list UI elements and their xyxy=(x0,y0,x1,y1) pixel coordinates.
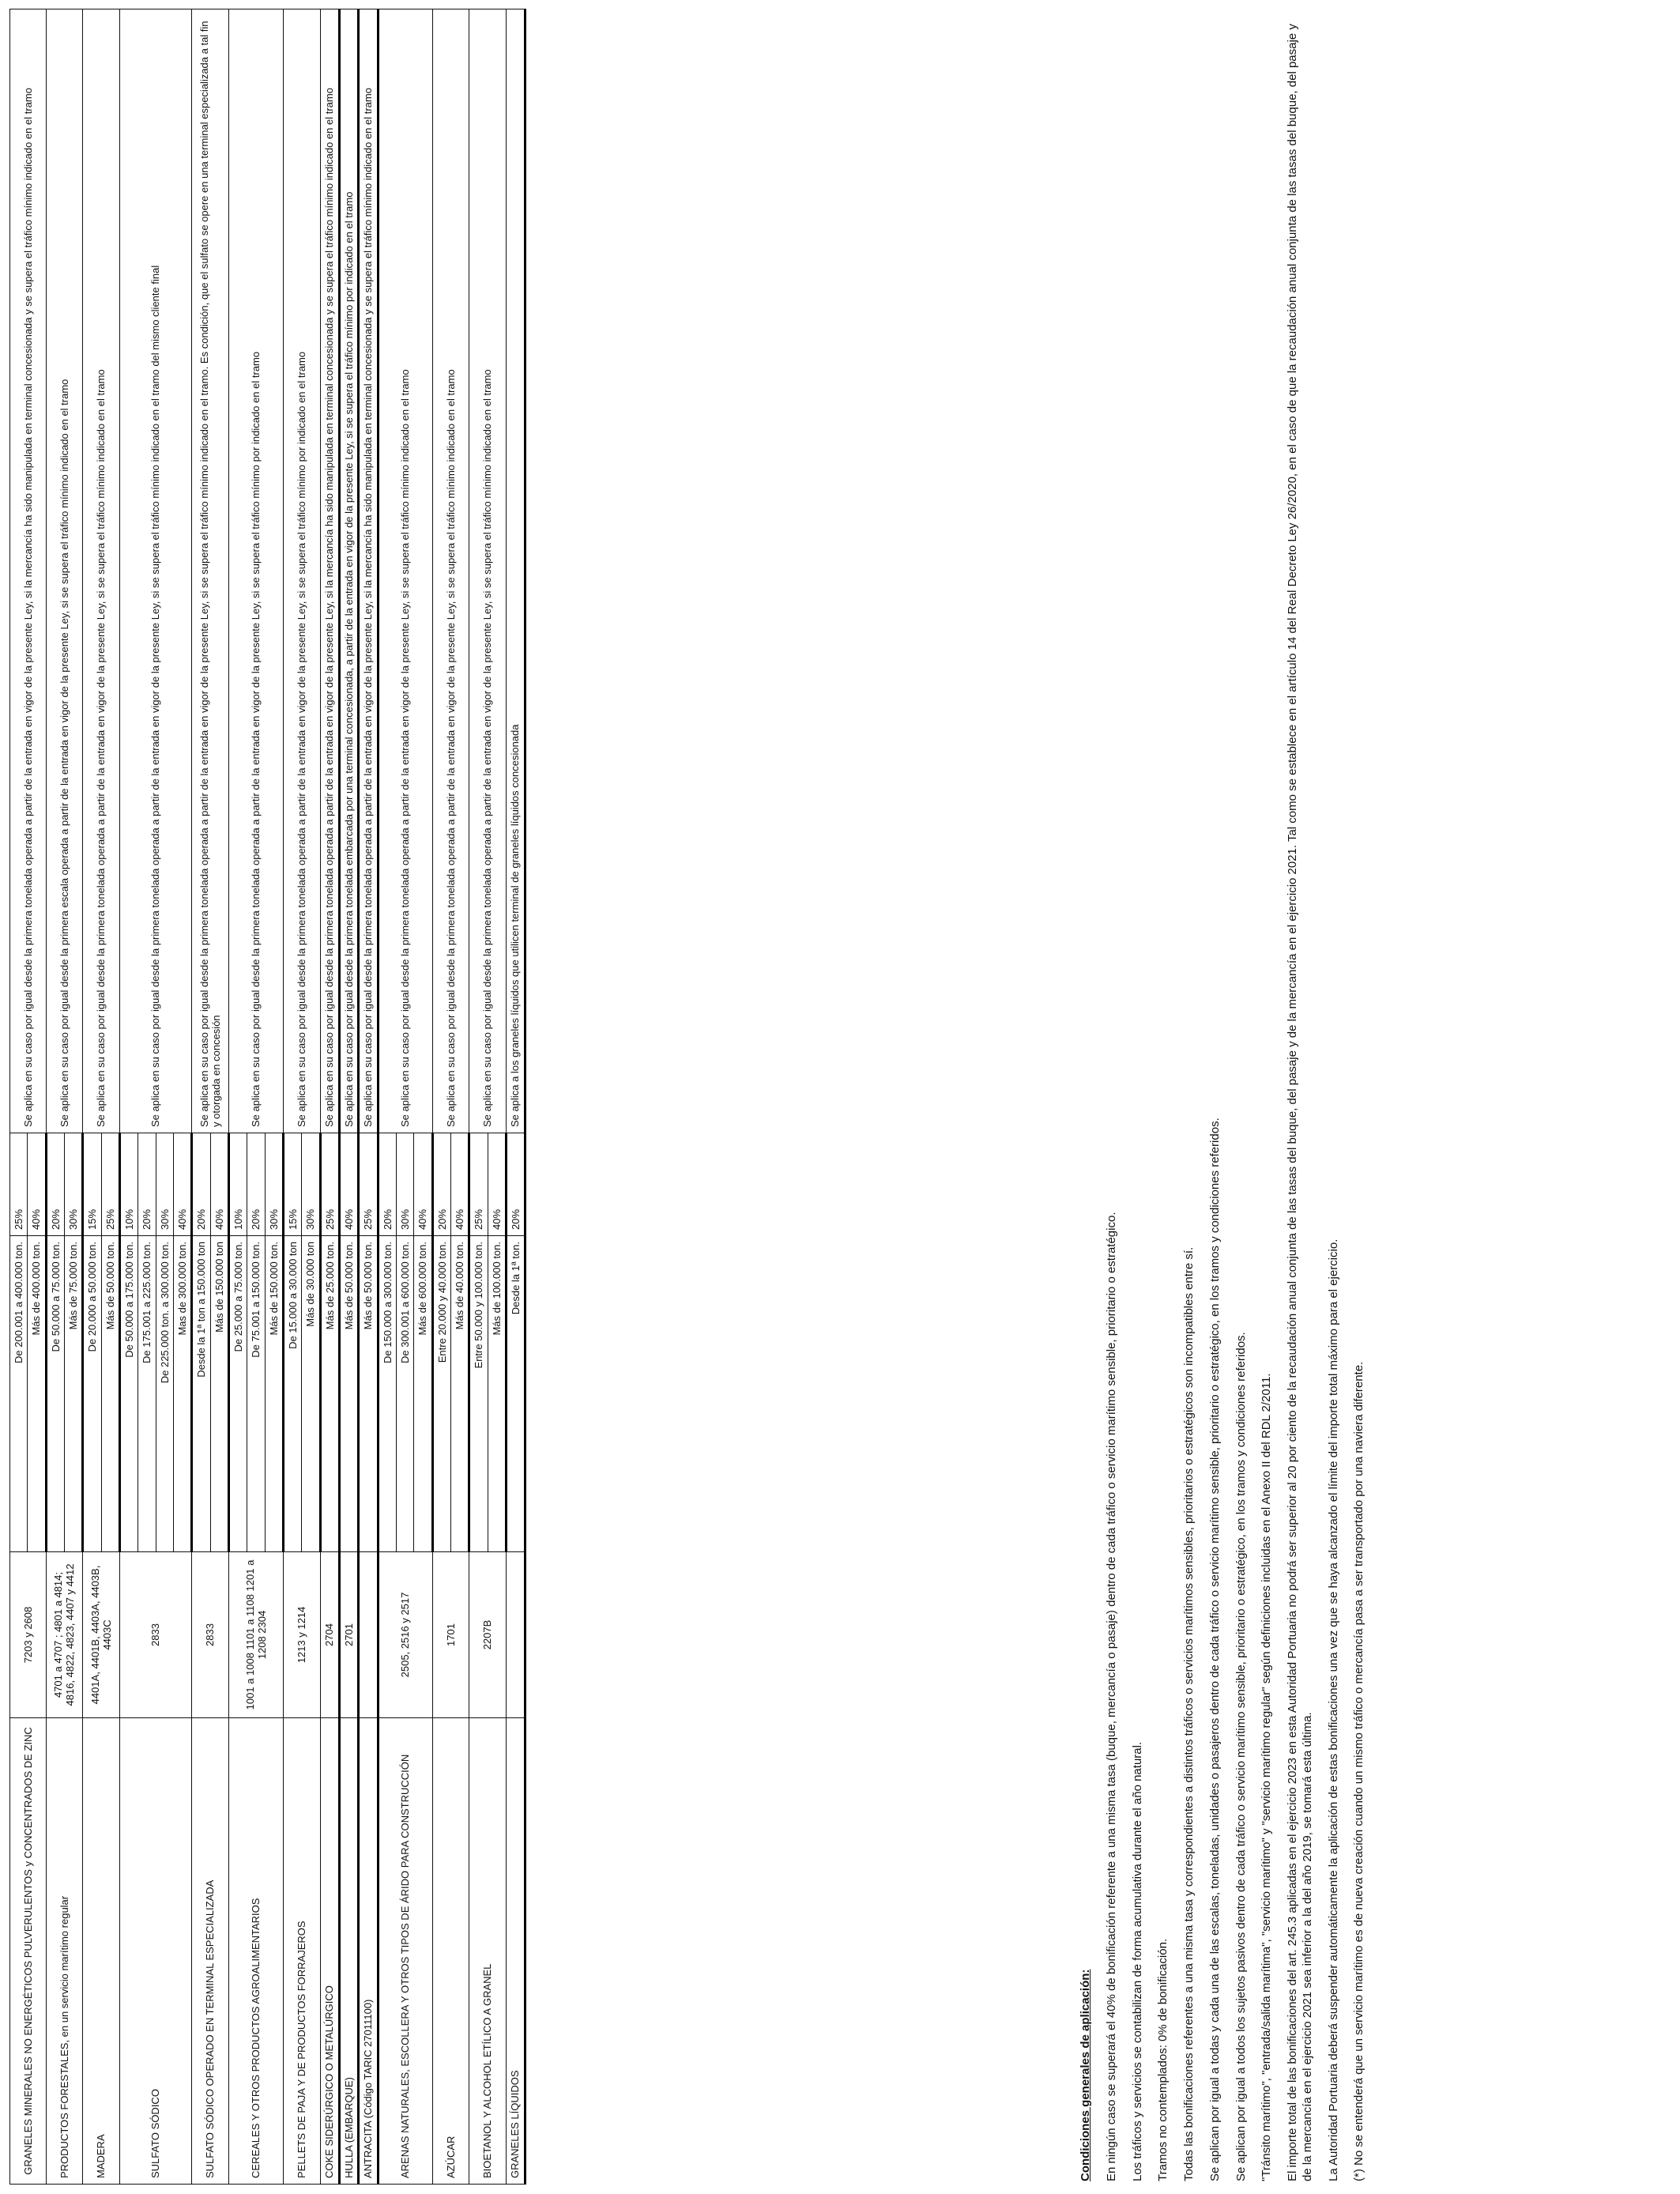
range-cell: De 175.001 a 225.000 ton. xyxy=(138,1236,156,1552)
condition-cell: Se aplica a los graneles líquidos que utilicen terminal de graneles líquidos concesionada xyxy=(506,9,525,1133)
table-row xyxy=(359,9,378,2185)
range-cell: Desde la 1ª ton. xyxy=(506,1236,525,1552)
percentage-cell: 40% xyxy=(339,1133,358,1236)
product-cell: SULFATO SÓDICO xyxy=(119,1718,191,2185)
percentage-cell: 30% xyxy=(156,1133,173,1236)
range-cell: Más de 40.000 ton. xyxy=(450,1236,469,1552)
range-cell: Desde la 1ª ton a 150.000 ton xyxy=(192,1236,210,1552)
condition-paragraph: Se aplican por igual a todos los sujetos pasivos dentro de cada tráfico o servicio marítimo sensible, prioritario o estratégico, en los tramos y condiciones referidos. xyxy=(1234,1332,1248,2181)
code-cell: 1213 y 1214 xyxy=(283,1552,320,1718)
percentage-cell: 40% xyxy=(28,1133,46,1236)
percentage-cell: 20% xyxy=(432,1133,450,1236)
product-cell: AZÚCAR xyxy=(432,1718,469,2185)
percentage-cell: 40% xyxy=(450,1133,469,1236)
product-cell: ANTRACITA (Código TARIC 27011100) xyxy=(359,1718,378,2185)
condition-paragraph: Los tráficos y servicios se contabilizan de forma acumulativa durante el año natural. xyxy=(1130,1741,1144,2181)
condition-paragraph: En ningún caso se superará el 40% de bonificación referente a una misma tasa (buque, mercancía o pasaje) dentro de cada tráfico o servicio marítimo sensible, prioritario o estratégico. xyxy=(1104,1212,1118,2181)
code-cell: 4401A, 4401B, 4403A, 4403B, 4403C xyxy=(83,1552,120,1718)
range-cell: Más de 150.000 ton xyxy=(210,1236,228,1552)
product-cell: GRANELES LÍQUIDOS xyxy=(506,1718,525,2185)
percentage-cell: 25% xyxy=(320,1133,339,1236)
condition-cell: Se aplica en su caso por igual desde la primera tonelada operada a partir de la entrada en vigor de la presente Ley, si se supera el tráfico mínimo indicado en el tramo xyxy=(83,9,120,1133)
condition-cell: Se aplica en su caso por igual desde la primera tonelada operada a partir de la entrada en vigor de la presente Ley, si se supera el tráfico mínimo indicado en el tramo xyxy=(378,9,432,1133)
table-row xyxy=(228,9,247,2185)
condition-cell: Se aplica en su caso por igual desde la primera tonelada operada a partir de la entrada en vigor de la presente Ley, si la mercancía ha sido manipulada en terminal concesionada y se supera el tráfico mínimo indicado en el tramo xyxy=(10,9,47,1133)
percentage-cell: 20% xyxy=(247,1133,265,1236)
range-cell: De 50.000 a 75.000 ton. xyxy=(46,1236,64,1552)
conditions-title: Condiciones generales de aplicación: xyxy=(1079,1969,1092,2181)
condition-paragraph: (*) No se entenderá que un servicio marítimo es de nueva creación cuando un mismo tráfico o mercancía pasa a ser transportado por una naviera diferente. xyxy=(1352,1361,1366,2181)
product-cell: HULLA (EMBARQUE) xyxy=(339,1718,358,2185)
code-cell xyxy=(506,1552,525,1718)
code-cell: 7203 y 2608 xyxy=(10,1552,47,1718)
range-cell: De 200.001 a 400.000 ton. xyxy=(10,1236,28,1552)
percentage-cell: 25% xyxy=(469,1133,488,1236)
table-row xyxy=(119,9,137,2185)
range-cell: De 75.001 a 150.000 ton. xyxy=(247,1236,265,1552)
condition-cell: Se aplica en su caso por igual desde la primera tonelada operada a partir de la entrada en vigor de la presente Ley, si se supera el tráfico mínimo por indicado en el tramo xyxy=(283,9,320,1133)
table-row xyxy=(506,9,525,2185)
code-cell: 4701 a 4707 ; 4801 a 4814; 4816, 4822, 4823, 4407 y 4412 xyxy=(46,1552,83,1718)
percentage-cell: 20% xyxy=(378,1133,396,1236)
percentage-cell: 10% xyxy=(228,1133,247,1236)
code-cell: 1001 a 1008 1101 a 1108 1201 a 1208 2304 xyxy=(228,1552,283,1718)
code-cell: 1701 xyxy=(432,1552,469,1718)
table-row xyxy=(283,9,301,2185)
product-cell: CEREALES Y OTROS PRODUCTOS AGROALIMENTARIOS xyxy=(228,1718,283,2185)
range-cell: De 150.000 a 300.000 ton. xyxy=(378,1236,396,1552)
code-cell: 2833 xyxy=(192,1552,229,1718)
percentage-cell: 30% xyxy=(396,1133,413,1236)
percentage-cell: 10% xyxy=(119,1133,137,1236)
range-cell: Más de 150.000 ton. xyxy=(265,1236,283,1552)
percentage-cell: 15% xyxy=(283,1133,301,1236)
code-cell: 2701 xyxy=(339,1552,358,1718)
table-row xyxy=(378,9,396,2185)
bonus-table-wrapper xyxy=(9,9,1068,2185)
condition-cell: Se aplica en su caso por igual desde la primera tonelada operada a partir de la entrada en vigor de la presente Ley, si se supera el tráfico mínimo indicado en el tramo del mismo cliente final xyxy=(119,9,191,1133)
percentage-cell: 40% xyxy=(210,1133,228,1236)
table-row xyxy=(10,9,28,2185)
range-cell: Más de 50.000 ton. xyxy=(359,1236,378,1552)
range-cell: Más de 400.000 ton. xyxy=(28,1236,46,1552)
code-cell xyxy=(359,1552,378,1718)
condition-cell: Se aplica en su caso por igual desde la primera tonelada operada a partir de la entrada en vigor de la presente Ley, si se supera el tráfico mínimo indicado en el tramo xyxy=(469,9,507,1133)
product-cell: BIOETANOL Y ALCOHOL ETÍLICO A GRANEL xyxy=(469,1718,507,2185)
condition-paragraph: La Autoridad Portuaria deberá suspender automáticamente la aplicación de estas bonificaciones una vez que se haya alcanzado el límite del importe total máximo para el ejercicio. xyxy=(1326,1238,1340,2181)
bonus-table xyxy=(9,9,526,2185)
percentage-cell: 30% xyxy=(302,1133,320,1236)
condition-cell: Se aplica en su caso por igual desde la primera tonelada operada a partir de la entrada en vigor de la presente Ley, si se supera el tráfico mínimo por indicado en el tramo xyxy=(228,9,283,1133)
percentage-cell: 20% xyxy=(192,1133,210,1236)
condition-paragraph: Todas las bonificaciones referentes a una misma tasa y correspondientes a distintos tráficos o servicios marítimos sensibles, prioritarios o estratégicos son incompatibles entre sí. xyxy=(1182,1246,1196,2181)
condition-cell: Se aplica en su caso por igual desde la primera tonelada operada a partir de la entrada en vigor de la presente Ley, si la mercancía ha sido manipulada en terminal concesionada y se supera el tráfico mínimo indicado en el tramo xyxy=(320,9,339,1133)
code-cell: 2833 xyxy=(119,1552,191,1718)
product-cell: ARENAS NATURALES, ESCOLLERA Y OTROS TIPOS DE ÁRIDO PARA CONSTRUCCIÓN xyxy=(378,1718,432,2185)
condition-cell: Se aplica en su caso por igual desde la primera tonelada operada a partir de la entrada en vigor de la presente Ley, si la mercancía ha sido manipulada en terminal concesionada y se supera el tráfico mínimo indicado en el tramo xyxy=(359,9,378,1133)
range-cell: Más de 25.000 ton. xyxy=(320,1236,339,1552)
table-row xyxy=(83,9,101,2185)
percentage-cell: 20% xyxy=(506,1133,525,1236)
range-cell: Entre 20.000 y 40.000 ton. xyxy=(432,1236,450,1552)
percentage-cell: 15% xyxy=(83,1133,101,1236)
percentage-cell: 30% xyxy=(265,1133,283,1236)
percentage-cell: 40% xyxy=(173,1133,191,1236)
range-cell: De 225.000 ton. a 300.000 ton. xyxy=(156,1236,173,1552)
range-cell: De 15.000 a 30.000 ton xyxy=(283,1236,301,1552)
code-cell: 2207B xyxy=(469,1552,507,1718)
range-cell: Más de 100.000 ton. xyxy=(488,1236,506,1552)
range-cell: Más de 50.000 ton. xyxy=(339,1236,358,1552)
product-cell: MADERA xyxy=(83,1718,120,2185)
percentage-cell: 25% xyxy=(101,1133,119,1236)
condition-paragraph: Se aplican por igual a todas y cada una de las escalas, toneladas, unidades o pasajeros dentro de cada tráfico o servicio marítimo sensible, prioritario o estratégico, en los tramos y condiciones referidos. xyxy=(1207,1118,1222,2181)
percentage-cell: 25% xyxy=(10,1133,28,1236)
table-row xyxy=(320,9,339,2185)
table-row xyxy=(46,9,64,2185)
percentage-cell: 25% xyxy=(359,1133,378,1236)
condition-cell: Se aplica en su caso por igual desde la primera tonelada embarcada por una terminal concesionada, a partir de la entrada en vigor de la presente Ley, si se supera el tráfico mínimo por indicado en el tramo xyxy=(339,9,358,1133)
table-row xyxy=(469,9,488,2185)
product-cell: SULFATO SÓDICO OPERADO EN TERMINAL ESPECIALIZADA xyxy=(192,1718,229,2185)
table-row xyxy=(432,9,450,2185)
range-cell: Mas de 300.000 ton. xyxy=(173,1236,191,1552)
range-cell: Más de 30.000 ton xyxy=(302,1236,320,1552)
range-cell: De 300.001 a 600.000 ton. xyxy=(396,1236,413,1552)
product-cell: PELLETS DE PAJA Y DE PRODUCTOS FORRAJEROS xyxy=(283,1718,320,2185)
percentage-cell: 20% xyxy=(46,1133,64,1236)
percentage-cell: 30% xyxy=(64,1133,82,1236)
general-conditions xyxy=(1079,16,1378,2181)
condition-cell: Se aplica en su caso por igual desde la primera escala operada a partir de la entrada en vigor de la presente Ley, si se supera el tráfico mínimo indicado en el tramo xyxy=(46,9,83,1133)
range-cell: Más de 600.000 ton. xyxy=(414,1236,432,1552)
condition-paragraph: El importe total de las bonificaciones del art. 245.3 aplicadas en el ejercicio 2023 en esta Autoridad Portuaria no podrá ser superior al 20 por ciento de la recaudación anual conjunta de las tasas del buque, del pasaje y de la mercancía en el ejercicio 2021. Tal como se establece en el artículo 14 del Real Decreto Ley 26/2020, en el caso de que la recaudación anual conjunta de las tasas del buque, del pasaje y de la mercancía en el ejercicio 2021 sea inferior a la del año 2019, se tomará esta última. xyxy=(1286,24,1314,2181)
table-row xyxy=(192,9,210,2185)
percentage-cell: 40% xyxy=(414,1133,432,1236)
table-row xyxy=(339,9,358,2185)
product-cell: GRANELES MINERALES NO ENERGÉTICOS PULVERULENTOS y CONCENTRADOS DE ZINC xyxy=(10,1718,47,2185)
conditions-list xyxy=(1105,16,1367,2181)
range-cell: De 50.000 a 175.000 ton. xyxy=(119,1236,137,1552)
range-cell: Entre 50.000 y 100.000 ton. xyxy=(469,1236,488,1552)
product-cell: COKE SIDERÚRGICO O METALÚRGICO xyxy=(320,1718,339,2185)
product-cell: PRODUCTOS FORESTALES, en un servicio marítimo regular xyxy=(46,1718,83,2185)
percentage-cell: 40% xyxy=(488,1133,506,1236)
condition-cell: Se aplica en su caso por igual desde la primera tonelada operada a partir de la entrada en vigor de la presente Ley, si se supera el tráfico mínimo indicado en el tramo. Es condición, que el sulfato se opere en una terminal especializada a tal fin y otorgada en concesión xyxy=(192,9,229,1133)
condition-cell: Se aplica en su caso por igual desde la primera tonelada operada a partir de la entrada en vigor de la presente Ley, si se supera el tráfico mínimo indicado en el tramo xyxy=(432,9,469,1133)
range-cell: De 25.000 a 75.000 ton. xyxy=(228,1236,247,1552)
condition-paragraph: Tramos no contemplados: 0% de bonificación. xyxy=(1156,1938,1170,2181)
range-cell: Más de 75.000 ton. xyxy=(64,1236,82,1552)
condition-paragraph: "Tránsito marítimo", "entrada/salida marítima", "servicio marítimo" y "servicio marítimo regular" según definiciones incluidas en el Anexo II del RDL 2/2011. xyxy=(1260,1373,1274,2181)
code-cell: 2505, 2516 y 2517 xyxy=(378,1552,432,1718)
code-cell: 2704 xyxy=(320,1552,339,1718)
range-cell: Más de 50.000 ton. xyxy=(101,1236,119,1552)
range-cell: De 20.000 a 50.000 ton. xyxy=(83,1236,101,1552)
percentage-cell: 20% xyxy=(138,1133,156,1236)
